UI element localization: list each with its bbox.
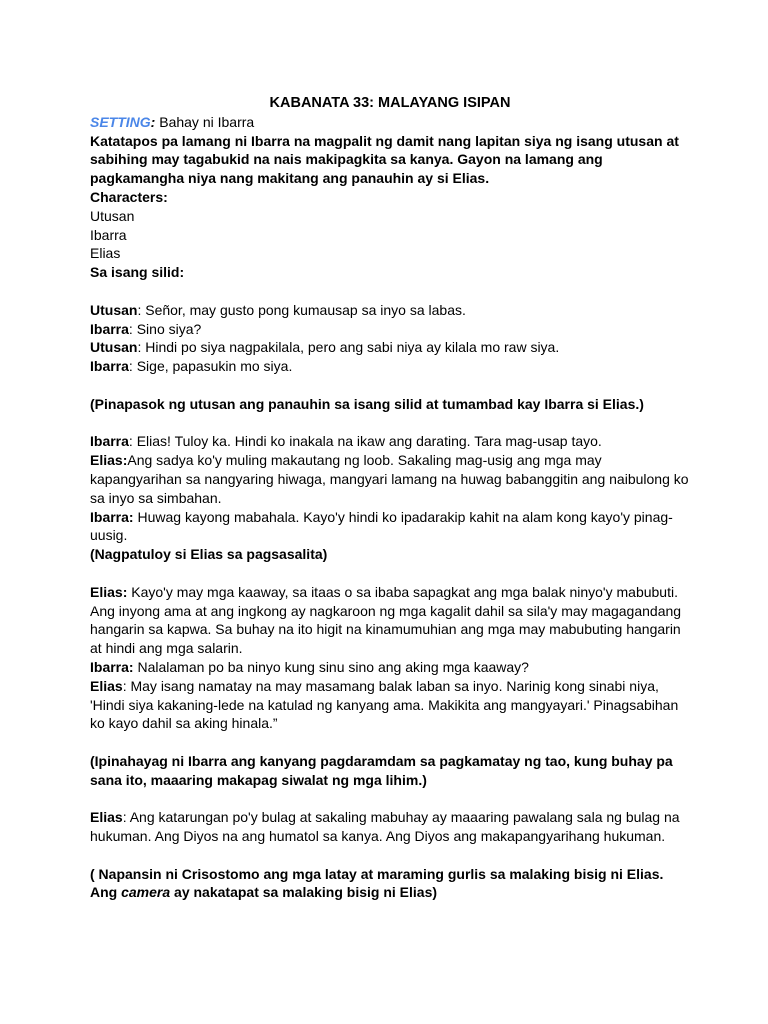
setting-value: Bahay ni Ibarra: [155, 113, 255, 130]
dialogue-line: [90, 583, 690, 658]
dialogue-line: Utusan: Señor, may gusto pong kumausap sa inyo sa labas.: [90, 301, 466, 318]
speaker: Utusan: [90, 339, 138, 356]
dialogue-line: Utusan: Hindi po siya nagpakilala, pero ang sabi niya ay kilala mo raw siya.: [90, 339, 560, 356]
speaker: Elias: [90, 677, 123, 694]
stage-direction: ( Napansin ni Crisostomo ang mga latay at maraming gurlis sa malaking bisig ni Elias. Ang camera ay nakatapat sa malaking bisig ni Elias): [90, 865, 664, 901]
stage-direction: (Pinapasok ng utusan ang panauhin sa isang silid at tumambad kay Ibarra si Elias.): [90, 395, 644, 412]
setting-line: [90, 113, 690, 132]
speaker: Ibarra:: [90, 508, 134, 525]
speaker: Elias:: [90, 583, 128, 600]
page-title: KABANATA 33: MALAYANG ISIPAN: [269, 95, 511, 111]
speaker: Elias:: [90, 452, 128, 469]
dialogue-line: [90, 451, 690, 507]
character-item: Utusan: [90, 207, 135, 224]
dialogue-text: Ang katarungan po'y bulag at sakaling mabuhay ay maaaring pawalang sala ng bulag na hukuman. Ang Diyos na ang humatol sa kanya. Ang Diyos ang makapangyarihang hukuman.: [90, 809, 680, 845]
dialogue-line: [90, 658, 690, 677]
dialogue-text: Señor, may gusto pong kumausap sa inyo sa labas.: [145, 301, 466, 318]
stage-direction: (Ipinahayag ni Ibarra ang kanyang pagdaramdam sa pagkamatay ng tao, kung buhay pa sana ito, maaaring makapag siwalat ng mga lihim.): [90, 752, 673, 788]
character-item: Elias: [90, 245, 121, 262]
dialogue-text: Ang sadya ko'y muling makautang ng loob. Sakaling mag-usig ang mga may kapangyarihan sa nangyaring hiwaga, mangyari lamang na huwag babanggitin ang naibulong ko sa inyo sa simbahan.: [90, 452, 689, 506]
dialogue-text: Kayo'y may mga kaaway, sa itaas o sa ibaba sapagkat ang mga balak ninyo'y mabubuti. Ang inyong ama at ang ingkong ay nagkaroon ng mga kagalit dahil sa sila'y may magagandang hangarin sa kapwa. Sa buhay na ito higit na kinamumuhian ang mga may mabubuting hangarin at hindi ang mga salarin.: [90, 583, 682, 657]
intro-paragraph: Katatapos pa lamang ni Ibarra na magpalit ng damit nang lapitan siya ng isang utusan at sabihing may tagabukid na nais makipagkita sa kanya. Gayon na lamang ang pagkamangha niya nang makitang ang panauhin ay si Elias.: [90, 132, 679, 187]
dialogue-line: Ibarra: Sino siya?: [90, 320, 202, 337]
dialogue-text: Hindi po siya nagpakilala, pero ang sabi niya ay kilala mo raw siya.: [145, 339, 560, 356]
dialogue-line: Ibarra: Sige, papasukin mo siya.: [90, 358, 293, 375]
characters-heading: Characters:: [90, 188, 168, 205]
dialogue-line: [90, 508, 690, 546]
dialogue-text: Sino siya?: [136, 320, 202, 337]
setting-label: SETTING: [90, 113, 151, 130]
setting-colon: :: [150, 113, 156, 130]
speaker: Utusan: [90, 301, 138, 318]
scene-heading: Sa isang silid:: [90, 264, 185, 281]
speaker: Ibarra: [90, 320, 129, 337]
dialogue-text: Elias! Tuloy ka. Hindi ko inakala na ikaw ang darating. Tara mag-usap tayo.: [136, 433, 602, 450]
camera-term: camera: [121, 884, 171, 901]
speaker: Ibarra:: [90, 658, 134, 675]
dialogue-text: Sige, papasukin mo siya.: [136, 358, 293, 375]
dialogue-line: Elias: May isang namatay na may masamang balak laban sa inyo. Narinig kong sinabi niya, 'Hindi siya kakaning-lede na katulad ng kanyang ama. Makikita ang mangyayari.' Pinagsabihan ko kayo dahil sa aking hinala.”: [90, 677, 679, 732]
speaker: Elias: [90, 809, 123, 826]
character-item: Ibarra: [90, 226, 127, 243]
stage-direction: (Nagpatuloy si Elias sa pagsasalita): [90, 546, 328, 563]
dialogue-line: Ibarra: Elias! Tuloy ka. Hindi ko inakala na ikaw ang darating. Tara mag-usap tayo.: [90, 433, 602, 450]
speaker: Ibarra: [90, 358, 129, 375]
dialogue-text: May isang namatay na may masamang balak laban sa inyo. Narinig kong sinabi niya, 'Hindi siya kakaning-lede na katulad ng kanyang ama. Makikita ang mangyayari.' Pinagsabihan ko kayo dahil sa aking hinala.”: [90, 677, 679, 732]
document-page: [90, 94, 690, 902]
dialogue-text: Nalalaman po ba ninyo kung sinu sino ang aking mga kaaway?: [137, 658, 529, 675]
dialogue-line: Elias: Ang katarungan po'y bulag at sakaling mabuhay ay maaaring pawalang sala ng bulag na hukuman. Ang Diyos na ang humatol sa kanya. Ang Diyos ang makapangyarihang hukuman.: [90, 809, 680, 845]
speaker: Ibarra: [90, 433, 129, 450]
dialogue-text: Huwag kayong mabahala. Kayo'y hindi ko ipadarakip kahit na alam kong kayo'y pinag-uusig.: [90, 508, 673, 544]
